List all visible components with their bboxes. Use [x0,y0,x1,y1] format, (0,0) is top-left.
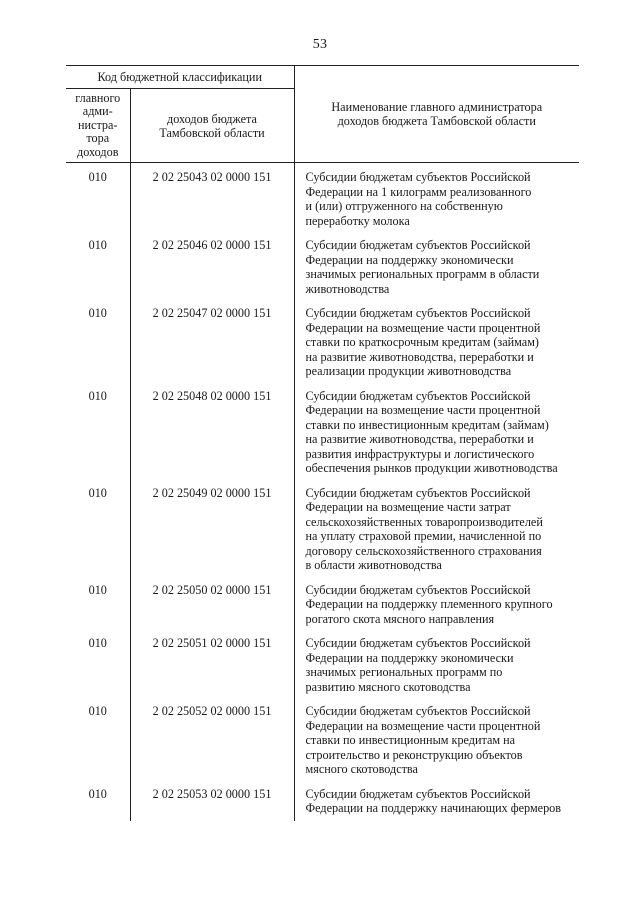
income-name-line: ставки по инвестиционным кредитам на [305,733,516,747]
income-name-line: Федерации на возмещение части процентной [305,320,541,335]
income-code-cell: 2 02 25053 02 0000 151 [130,782,294,821]
table-row [66,301,579,384]
income-code-cell: 2 02 25052 02 0000 151 [130,699,294,782]
header-name-line: доходов бюджета Тамбовской области [337,114,536,128]
income-name-line: Федерации на возмещение части затрат [305,500,511,514]
header-administrator-name [294,66,579,163]
income-name-line: рогатого скота мясного направления [305,611,495,626]
income-name-line: договору сельскохозяйственного страхования [305,543,542,558]
income-code-cell: 2 02 25049 02 0000 151 [130,481,294,578]
income-name-cell [294,699,579,782]
table-row [66,699,579,782]
header-admin-line: тора [86,131,110,146]
income-name-cell [294,163,579,234]
income-name-line: Федерации на 1 килограмм реализованного [305,184,532,199]
income-name-line: Субсидии бюджетам субъектов Российской [305,582,531,597]
income-name-line: ставки по краткосрочным кредитам (займам) [305,335,539,349]
admin-code-cell: 010 [88,786,107,801]
income-name-line: Субсидии бюджетам субъектов Российской [305,636,531,650]
income-name-line: мясного скотоводства [305,762,418,776]
admin-code-cell: 010 [88,485,107,500]
income-name-line: Субсидии бюджетам субъектов Российской [305,238,531,252]
header-admin-line: доходов [77,144,119,159]
income-code-cell: 2 02 25043 02 0000 151 [130,163,294,234]
income-code-cell: 2 02 25048 02 0000 151 [130,384,294,481]
income-name-line: в области животноводства [305,558,442,572]
table-row [66,782,579,821]
income-name-cell [294,481,579,578]
admin-code-cell: 010 [88,388,107,403]
header-income-line: Тамбовской области [159,125,265,140]
table-row [66,163,579,234]
header-admin-line: нистра- [78,117,118,132]
income-code-cell: 2 02 25051 02 0000 151 [130,631,294,699]
table-row [66,578,579,632]
admin-code-cell: 010 [88,306,107,320]
income-name-line: Федерации на возмещение части процентной [305,718,541,733]
admin-code-cell: 010 [88,238,107,252]
income-name-line: сельскохозяйственных товаропроизводителей [305,514,543,529]
table-row [66,233,579,301]
income-name-line: значимых региональных программ в области [305,267,540,281]
income-name-cell [294,301,579,384]
income-code-cell: 2 02 25050 02 0000 151 [130,578,294,632]
header-income-line: доходов бюджета [167,111,257,126]
admin-code-cell: 010 [88,704,107,718]
budget-classification-table [66,65,579,821]
income-code-cell: 2 02 25047 02 0000 151 [130,301,294,384]
income-code-cell: 2 02 25046 02 0000 151 [130,233,294,301]
income-name-cell [294,631,579,699]
income-name-line: реализации продукции животноводства [305,364,512,378]
income-name-line: Федерации на поддержку экономически [305,252,514,267]
table-row [66,631,579,699]
header-chief-administrator [66,89,130,163]
income-name-line: ставки по инвестиционным кредитам (займам) [305,417,549,432]
income-name-line: развитию мясного скотоводства [305,679,471,694]
income-name-line: и (или) отгруженного на собственную [305,199,503,213]
income-name-line: Федерации на поддержку племенного крупного [305,597,553,611]
income-name-line: значимых региональных программ по [305,665,503,679]
income-name-line: строительство и реконструкцию объектов [305,747,523,762]
header-admin-line: главного [75,90,121,105]
income-name-line: Субсидии бюджетам субъектов Российской [305,306,531,320]
income-name-line: Федерации на поддержку экономически [305,650,514,665]
table-row [66,481,579,578]
income-name-line: Субсидии бюджетам субъектов Российской [305,170,531,184]
income-name-line: Федерации на возмещение части процентной [305,403,541,417]
income-name-line: Субсидии бюджетам субъектов Российской [305,704,531,718]
page-number: 53 [312,37,328,52]
header-name-line: Наименование главного администратора [331,99,543,114]
income-name-cell [294,384,579,481]
income-name-cell [294,578,579,632]
table-body [66,163,579,821]
income-name-cell [294,233,579,301]
income-name-line: на развитие животноводства, переработки и [305,349,534,364]
header-regional-income [130,89,294,163]
income-name-line: животноводства [305,281,390,296]
income-name-line: Субсидии бюджетам субъектов Российской [305,485,531,500]
income-name-line: Субсидии бюджетам субъектов Российской [305,388,531,403]
income-name-line: Субсидии бюджетам субъектов Российской [305,786,531,801]
admin-code-cell: 010 [88,170,107,184]
admin-code-cell: 010 [88,636,107,650]
income-name-line: обеспечения рынков продукции животноводства [305,461,558,475]
income-name-line: на уплату страховой премии, начисленной по [305,529,542,543]
income-name-line: на развитие животноводства, переработки и [305,432,534,446]
income-name-cell [294,782,579,821]
admin-code-cell: 010 [88,582,107,597]
income-name-line: переработку молока [305,213,410,228]
income-name-line: Федерации на поддержку начинающих фермеров [305,801,562,815]
header-admin-line: адми- [82,104,113,119]
header-budget-code-group: Код бюджетной классификации [66,66,294,89]
table-row [66,384,579,481]
income-name-line: развития инфраструктуры и логистического [305,446,535,461]
